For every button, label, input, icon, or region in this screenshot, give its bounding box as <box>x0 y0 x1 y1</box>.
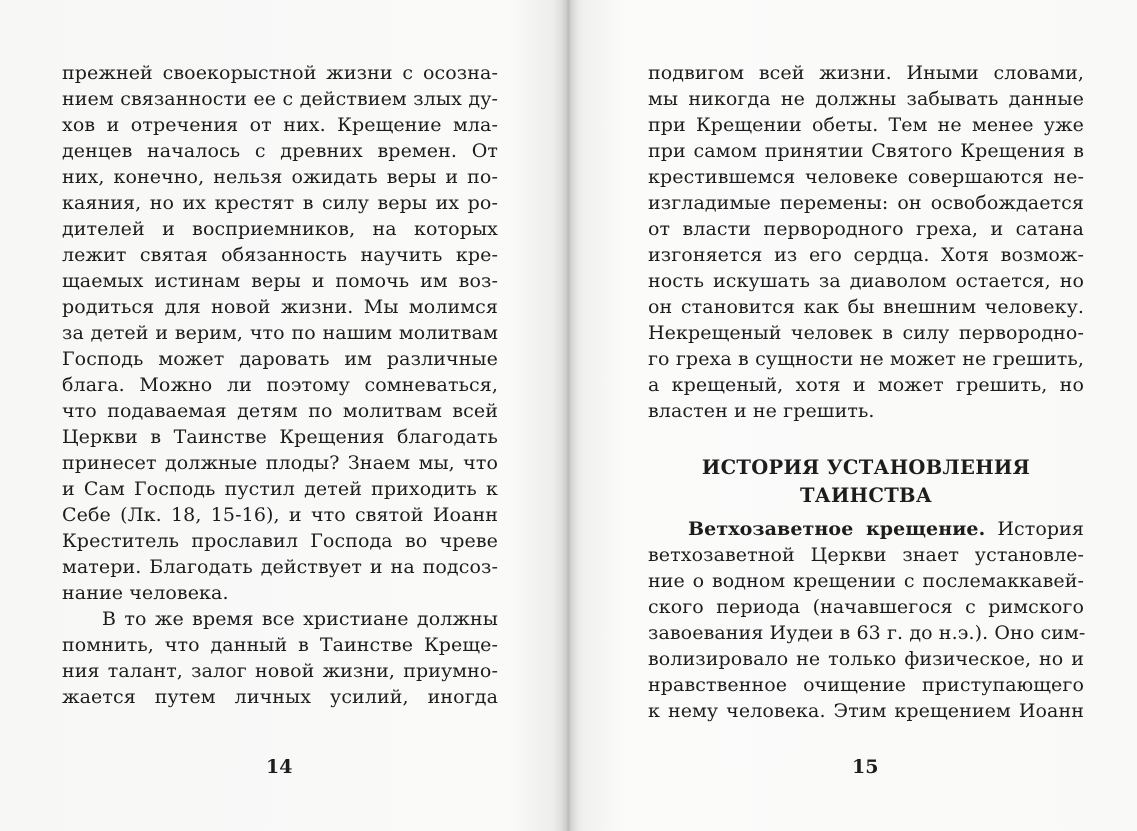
text-line: он становится как бы внешним человеку. <box>648 296 1084 318</box>
text-line: изгоняется из его сердца. Хотя возмож- <box>648 244 1084 266</box>
text-line: каяния, но их крестят в силу веры их ро- <box>62 192 498 214</box>
text-line: принесет должные плоды? Знаем мы, что <box>62 452 498 474</box>
text-line: волизировало не только физическое, но и <box>648 648 1084 670</box>
text-line: нание человека. <box>62 582 229 604</box>
right-page <box>648 60 1084 724</box>
text-line: за детей и верим, что по нашим молитвам <box>62 322 498 344</box>
book-gutter <box>553 0 583 831</box>
text-span: История <box>997 518 1084 540</box>
text-line: дителей и восприемников, на которых <box>62 218 498 240</box>
text-line: прежней своекорыстной жизни с осозна- <box>62 62 498 84</box>
text-line: лежит святая обязанность научить кре- <box>62 244 498 266</box>
text-line: завоевания Иудеи в 63 г. до н.э.). Оно сим- <box>648 622 1086 644</box>
text-line: при Крещении обеты. Тем не менее уже <box>648 114 1084 136</box>
text-line: денцев началось с древних времен. От <box>62 140 498 162</box>
page-number-right: 15 <box>852 756 879 778</box>
text-line: Господь может даровать им различные <box>62 348 498 370</box>
text-line: го греха в сущности не может не грешить, <box>648 348 1084 370</box>
paragraph-first-line: В то же время все христиане должны <box>102 608 498 630</box>
text-line: Некрещеный человек в силу первородно- <box>648 322 1084 344</box>
text-line: щаемых истинам веры и помочь им воз- <box>62 270 498 292</box>
text-line: ского периода (начавшегося с римского <box>648 596 1084 618</box>
text-line: крестившемся человеке совершаются не- <box>648 166 1084 188</box>
text-line: блага. Можно ли поэтому сомневаться, <box>62 374 498 396</box>
text-line: мы никогда не должны забывать данные <box>648 88 1084 110</box>
text-line: властен и не грешить. <box>648 400 875 422</box>
text-line: нием связанности ее с действием злых ду- <box>62 88 498 110</box>
text-line: Церкви в Таинстве Крещения благодать <box>62 426 498 448</box>
text-line: ность искушать за диаволом остается, но <box>648 270 1084 292</box>
text-line: а крещеный, хотя и может грешить, но <box>648 374 1084 396</box>
text-line: от власти первородного греха, и сатана <box>648 218 1084 240</box>
text-line: матери. Благодать действует и на подсоз- <box>62 556 498 578</box>
text-line: Себе (Лк. 18, 15-16), и что святой Иоанн <box>62 504 498 526</box>
paragraph-first-line <box>648 516 1084 542</box>
text-line: к нему человека. Этим крещением Иоанн <box>648 700 1084 722</box>
page-number-left: 14 <box>266 756 293 778</box>
text-line: хов и отречения от них. Крещение мла- <box>62 114 498 136</box>
text-line: при самом принятии Святого Крещения в <box>648 140 1084 162</box>
text-line: родиться для новой жизни. Мы молимся <box>62 296 498 318</box>
left-page <box>62 60 498 710</box>
text-line: них, конечно, нельзя ожидать веры и по- <box>62 166 498 188</box>
subsection-title: Ветхозаветное крещение. <box>688 518 986 540</box>
section-heading: ИСТОРИЯ УСТАНОВЛЕНИЯ <box>701 456 1031 479</box>
text-line: ния талант, залог новой жизни, приумно- <box>62 660 498 682</box>
text-line: жается путем личных усилий, иногда <box>62 686 498 708</box>
section-heading: ТАИНСТВА <box>799 484 933 507</box>
text-line: Креститель прославил Господа во чреве <box>62 530 498 552</box>
text-line: подвигом всей жизни. Иными словами, <box>648 62 1084 84</box>
text-line: изгладимые перемены: он освобождается <box>648 192 1084 214</box>
text-line: нравственное очищение приступающего <box>648 674 1084 696</box>
text-line: что подаваемая детям по молитвам всей <box>62 400 498 422</box>
text-line: помнить, что данный в Таинстве Креще- <box>62 634 498 656</box>
text-line: ветхозаветной Церкви знает установле- <box>648 544 1084 566</box>
text-line: ние о водном крещении с послемаккавей- <box>648 570 1084 592</box>
text-line: и Сам Господь пустил детей приходить к <box>62 478 498 500</box>
